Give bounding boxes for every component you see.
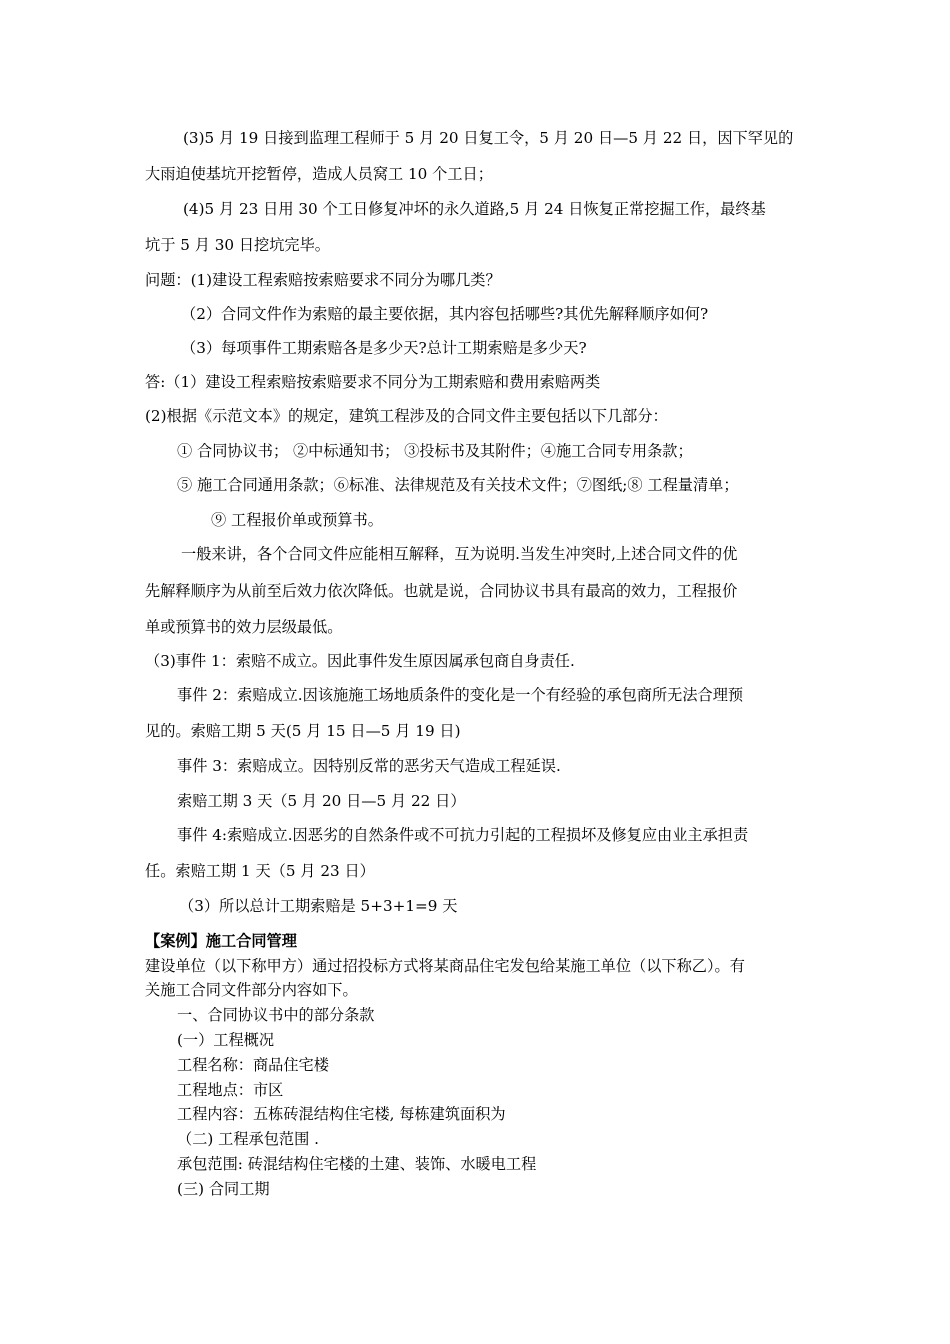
total-claim: （3）所以总计工期索赔是 5+3+1=9 天 — [179, 897, 458, 915]
priority-paragraph-2: 先解释顺序为从前至后效力依次降低。也就是说，合同协议书具有最高的效力，工程报价 — [145, 582, 738, 600]
question-1: 问题：(1)建设工程索赔按索赔要求不同分为哪几类？ — [145, 271, 501, 289]
question-2: （2）合同文件作为索赔的最主要依据，其内容包括哪些?其优先解释顺序如何? — [181, 305, 709, 323]
contract-scope: 承包范围: 砖混结构住宅楼的土建、装饰、水暖电工程 — [177, 1155, 537, 1173]
event-3-line-2: 大雨迫使基坑开挖暂停，造成人员窝工 10 个工日； — [145, 165, 493, 183]
project-name: 工程名称：商品住宅楼 — [177, 1056, 329, 1074]
section-1-3-heading: (三) 合同工期 — [177, 1180, 270, 1198]
project-content: 工程内容：五栋砖混结构住宅楼, 每栋建筑面积为 — [177, 1105, 506, 1123]
answer-3-event-4-line-1: 事件 4:索赔成立.因恶劣的自然条件或不可抗力引起的工程损坏及修复应由业主承担责 — [177, 826, 749, 844]
priority-paragraph-1: 一般来讲，各个合同文件应能相互解释，互为说明.当发生冲突时,上述合同文件的优 — [181, 545, 738, 563]
priority-paragraph-3: 单或预算书的效力层级最低。 — [145, 618, 343, 636]
case-heading: 【案例】施工合同管理 — [145, 932, 297, 950]
answer-3-event-3-line-1: 事件 3：索赔成立。因特别反常的恶劣天气造成工程延误. — [177, 757, 561, 775]
event-3-line-1: (3)5 月 19 日接到监理工程师于 5 月 20 日复工令，5 月 20 日—5 月 22 日，因下罕见的 — [183, 129, 794, 147]
section-1-heading: 一、合同协议书中的部分条款 — [177, 1006, 375, 1024]
contract-doc-list-2: ⑤ 施工合同通用条款；⑥标准、法律规范及有关技术文件；⑦图纸;⑧ 工程量清单； — [177, 476, 739, 494]
answer-1: 答:（1）建设工程索赔按索赔要求不同分为工期索赔和费用索赔两类 — [145, 373, 601, 391]
answer-3-event-2-line-1: 事件 2：索赔成立.因该施施工场地质条件的变化是一个有经验的承包商所无法合理预 — [177, 686, 744, 704]
event-4-line-1: (4)5 月 23 日用 30 个工日修复冲坏的永久道路,5 月 24 日恢复正常挖掘工作，最终基 — [183, 200, 766, 218]
answer-3-event-4-line-2: 任。索赔工期 1 天（5 月 23 日） — [145, 862, 375, 880]
answer-3-event-2-line-2: 见的。索赔工期 5 天(5 月 15 日—5 月 19 日) — [145, 722, 461, 740]
case-intro-line-2: 关施工合同文件部分内容如下。 — [145, 981, 358, 999]
question-3: （3）每项事件工期索赔各是多少天?总计工期索赔是多少天? — [181, 339, 587, 357]
project-location: 工程地点：市区 — [177, 1081, 284, 1099]
contract-doc-list-1: ① 合同协议书； ②中标通知书； ③投标书及其附件；④施工合同专用条款； — [177, 442, 693, 460]
answer-3-event-3-line-2: 索赔工期 3 天（5 月 20 日—5 月 22 日） — [177, 792, 466, 810]
case-intro-line-1: 建设单位（以下称甲方）通过招投标方式将某商品住宅发包给某施工单位（以下称乙）。有 — [145, 957, 745, 975]
section-1-1-heading: (一）工程概况 — [177, 1031, 275, 1049]
answer-2-intro: (2)根据《示范文本》的规定，建筑工程涉及的合同文件主要包括以下几部分： — [145, 407, 668, 425]
answer-3-event-1: （3)事件 1：索赔不成立。因此事件发生原因属承包商自身责任. — [145, 652, 575, 670]
event-4-line-2: 坑于 5 月 30 日挖坑完毕。 — [145, 236, 330, 254]
section-1-2-heading: （二) 工程承包范围 . — [177, 1130, 319, 1148]
contract-doc-list-3: ⑨ 工程报价单或预算书。 — [211, 511, 383, 529]
